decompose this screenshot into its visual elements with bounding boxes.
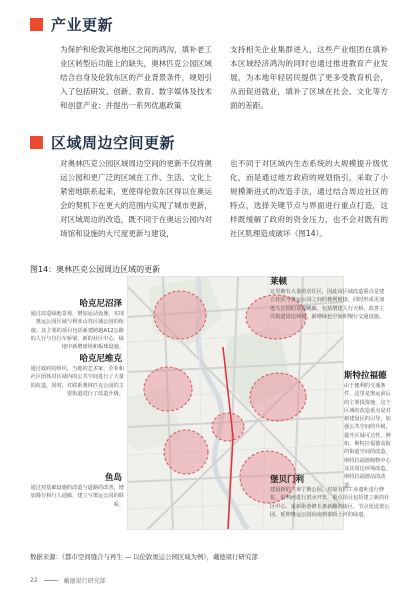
section-title: 产业更新 (51, 16, 114, 34)
area-title-leyton: 莱顿 (270, 277, 288, 287)
page-footer (30, 576, 106, 585)
area-title-hackney-marshes: 哈克尼沼泽 (79, 299, 122, 309)
zone-park-center (212, 413, 244, 441)
data-source: 数据来源：《都市空间缝合与再生 — 以伦敦奥运公园区域为例》，戴德梁行研究部 (30, 553, 258, 561)
area-text-bromley-by-bow: 建设新的三米宁斯公园，对原有的工业遗址进行修复，沿利河进行滨水开发，重点项目包括建立新的社区中心、重新街巷修长条新翻的街区，节点处设置公园，延伸奥运公园向南到泰晤士河的绿道。 (270, 487, 390, 518)
square-marker-icon (30, 18, 43, 31)
area-title-hackney-wick: 哈克尼维克 (79, 354, 122, 364)
section-header-surrounding (30, 132, 175, 153)
paragraph-right: 也不同于对区域内生态系统的大规模提升级优化，而是通过地方政府的规划指引，采取了小规模渐进式的改造手法，通过结合周边社区的特点，选择关键节点与界面进行重点打造，这样既缓解了政府的资金压力，也不会对既有的社区肌理造成破坏（图14）。 (230, 159, 388, 238)
square-marker-icon (30, 136, 43, 149)
area-title-stratford: 斯特拉福德 (344, 371, 387, 381)
zone-stratford (250, 373, 306, 421)
area-title-fish-island: 鱼岛 (104, 473, 122, 483)
paragraph-left: 为保护和伦敦其他地区之间的鸿沟，填补老工业区转型后功能上的缺失，奥林匹克公园区域结合自身及伦敦东区的产业背景条件，规划引入了包括研发、创新、教育、数字媒体及技术和创意产业；并提出一系列优惠政策 (60, 45, 212, 110)
area-text-fish-island: 通过对基础设施的改造与道路的改善，增加骑行和行人通廊，建立与奥运公园的联系。 (30, 485, 124, 508)
page-number: 22 (30, 577, 38, 584)
footer-divider (44, 580, 58, 581)
area-text-hackney-marshes: 通过改造绿地景观、增加运动设施，实现奥运公园区域与利亚山谷区域公园的衔接。其主要的项目包括新建跨越A12公路的人行与自行车桥梁、新的社区中心、绿地中新增球场和板球设施。 (30, 311, 124, 351)
area-text-stratford: 由于便利的交通条件，这里是奥运前后的主要投资地，这个区域的改造重点是对新建设区的引导，加强公共空间的升级，提升区域可达性。例如，斯特拉福德高街的街道空间的改造，斯特拉福德购物中心及其周边环境改造，斯特拉福德站的改造。 (344, 383, 391, 489)
paragraph-left: 对奥林匹克公园区域周边空间的更新不仅将奥运公园和更广泛的区域在工作、生活、文化上紧密地联系起来，更使得伦敦东区得以在奥运会的契机下在更大的范围内实现了城市更新，对区域周边的改造，既不同于在奥运公园内对场馆和设施的大尺度更新与建设， (60, 159, 212, 238)
paragraph-right: 支持相关企业集群进入，这些产业组团在填补本区域经济鸿沟的同时也通过推进教育产业发展，为本地年轻居民提供了更多受教育机会，从而促进就业，填补了区域在社会、文化等方面的差距。 (230, 45, 388, 110)
figure-caption: 图14：奥林匹克公园周边区域的更新 (30, 265, 161, 274)
zone-hackney-wick (144, 367, 192, 411)
zone-hackney-marshes (154, 291, 206, 339)
area-text-leyton: 这里拥有大量的居住区，因此该区域改造重点是建立社区与奥运公园之间的便利链接，同时形成更加进入公园的景观眺廊，包括增建人行天桥，改善主次街道周边环境，新增绿色空间和慢行交通设施。 (270, 289, 385, 320)
zone-fish-island (164, 430, 208, 474)
area-title-bromley-by-bow: 堡贝门利 (270, 475, 305, 485)
section-title: 区域周边空间更新 (51, 134, 176, 152)
section-header-industry (30, 14, 113, 35)
footer-publisher: 戴德梁行研究部 (63, 578, 106, 585)
area-text-hackney-wick: 通过政府的组织，当地的艺术家、企业和社区团体对区域内的公共空间进行了大量的改造，同时，对联系奥林匹克公园的主要街道进行了改造升级。 (30, 366, 124, 397)
